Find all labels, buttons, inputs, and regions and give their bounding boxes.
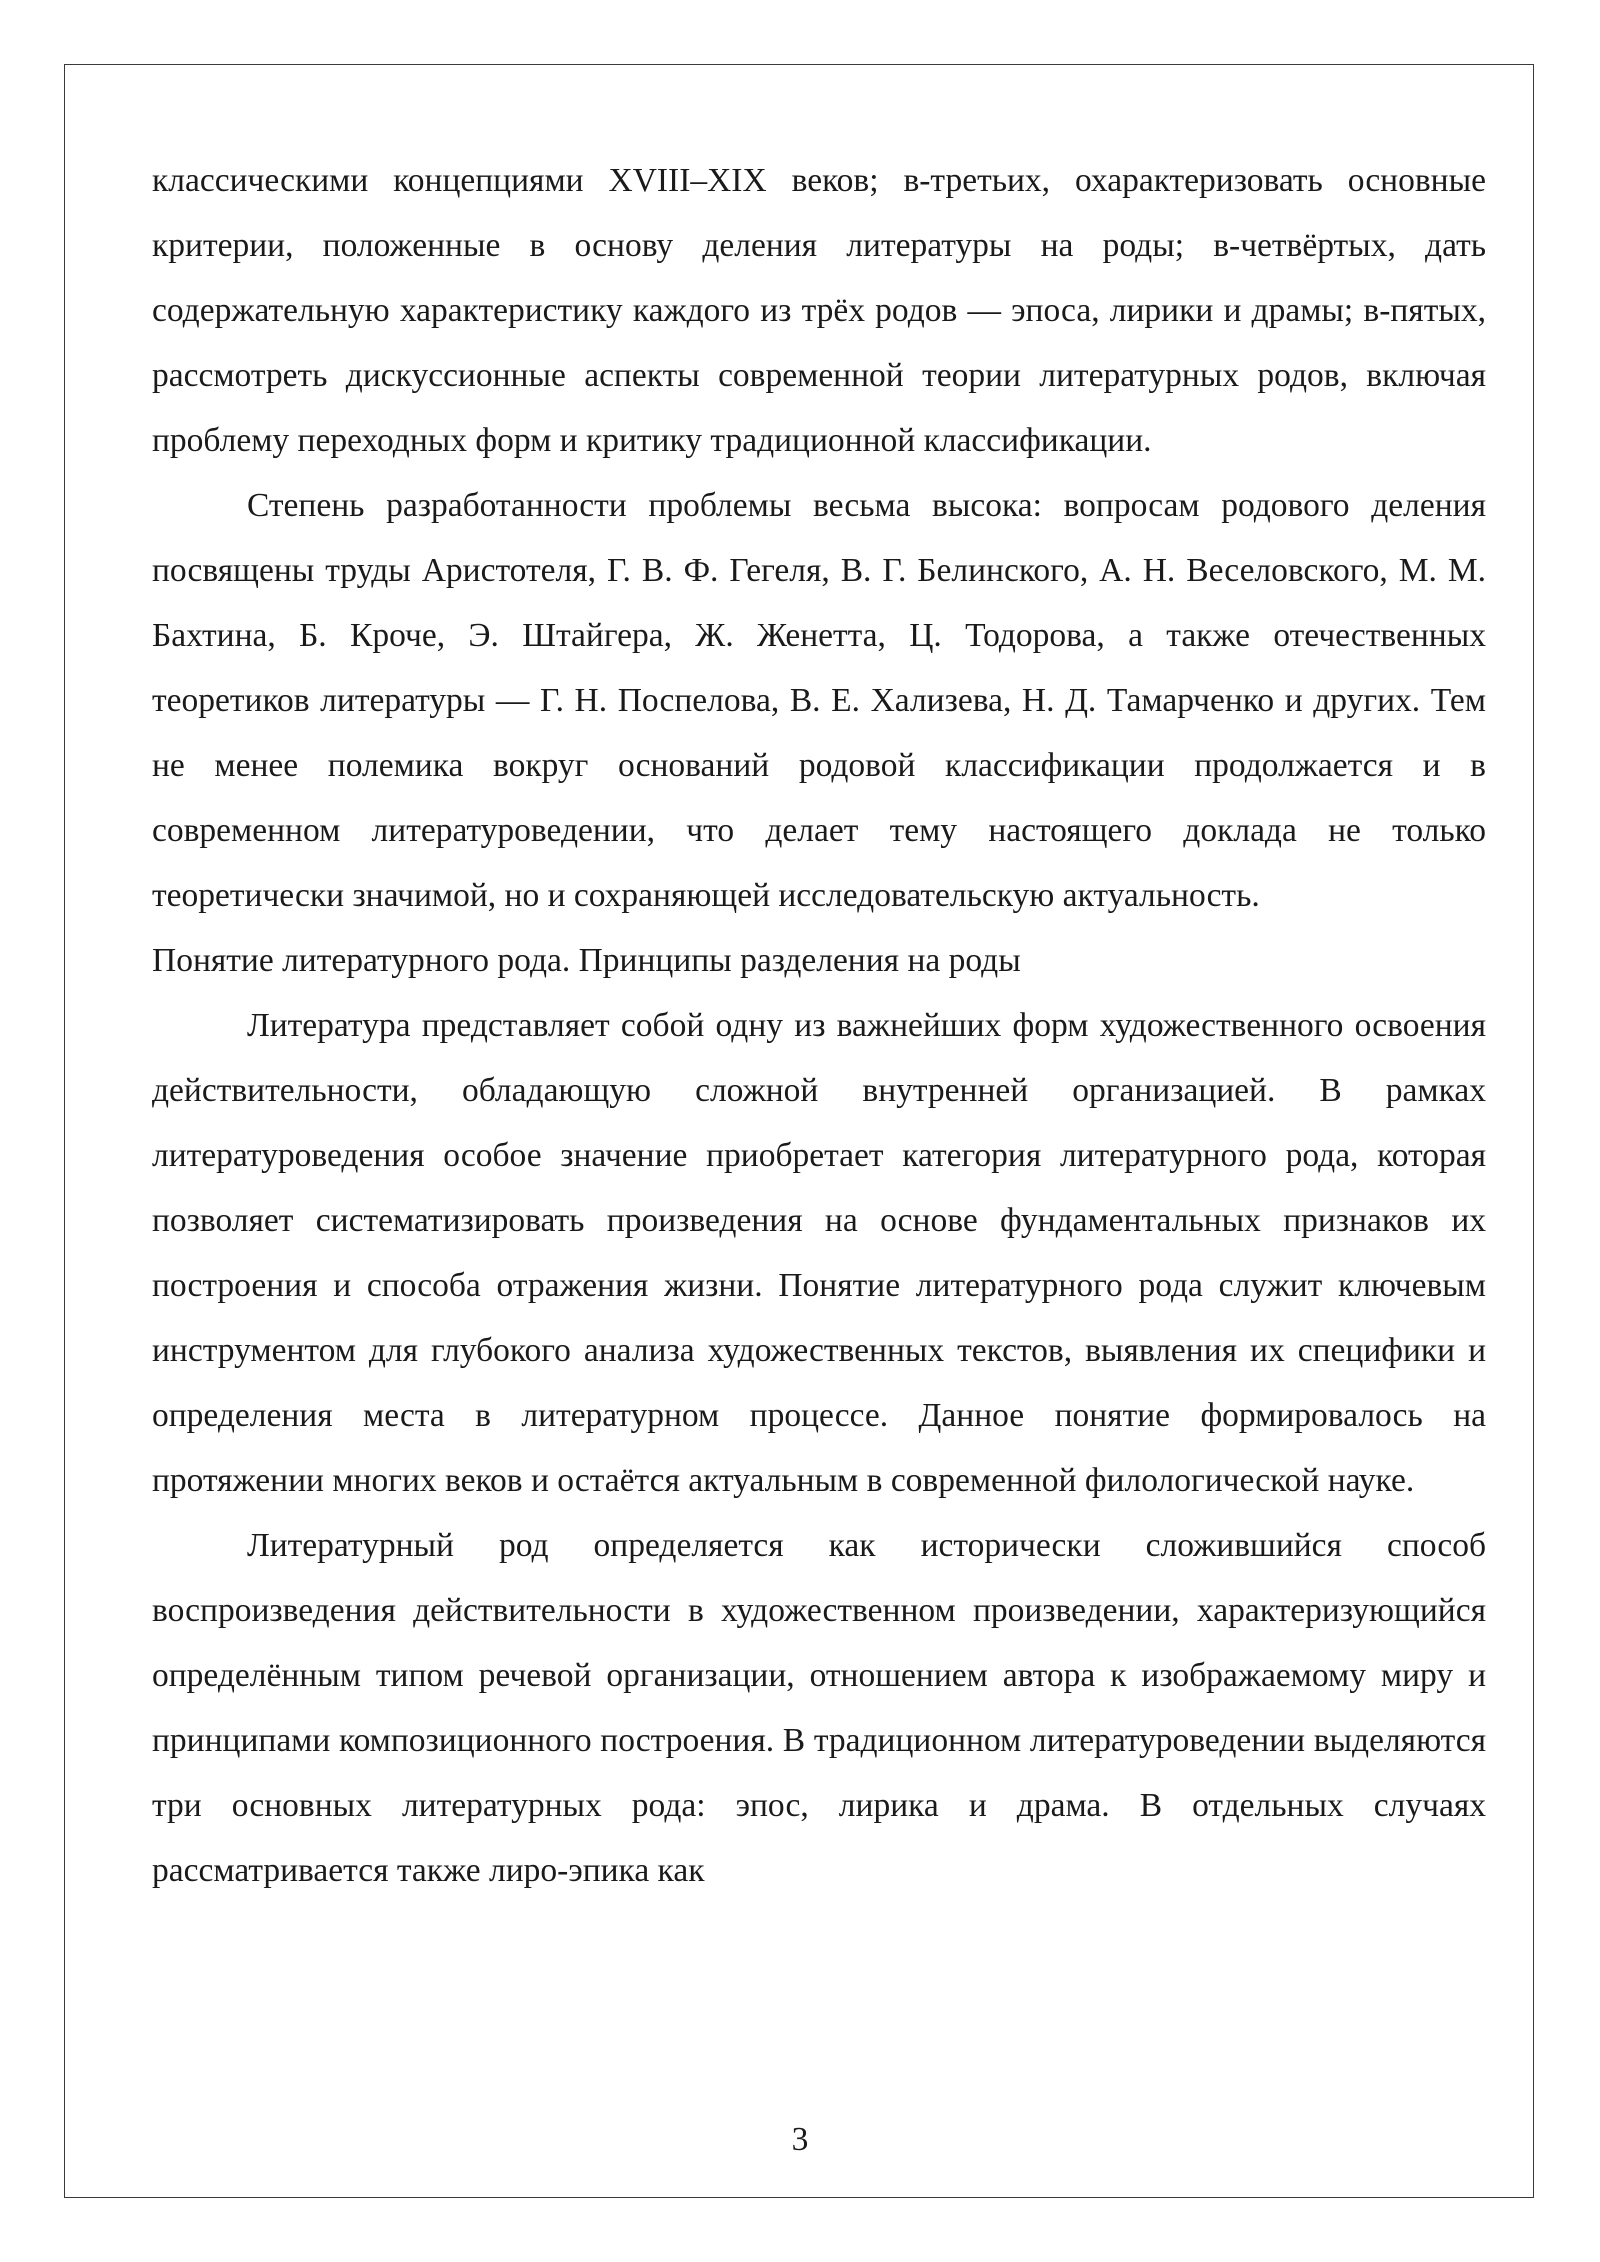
- paragraph-literature-intro: Литература представляет собой одну из важнейших форм художественного освоения действительности, обладающую сложной внутренней организацией. В рамках литературоведения особое значение приобретает категория литературного рода, которая позволяет систематизировать произведения на основе фундаментальных признаков их построения и способа отражения жизни. Понятие литературного рода служит ключевым инструментом для глубокого анализа художественных текстов, выявления их специфики и определения места в литературном процессе. Данное понятие формировалось на протяжении многих веков и остаётся актуальным в современной филологической науке.: [152, 1007, 1486, 1499]
- section-heading: Понятие литературного рода. Принципы разделения на роды: [152, 942, 1021, 979]
- paragraph-tasks-continuation: классическими концепциями XVIII–XIX веков; в-третьих, охарактеризовать основные критерии, положенные в основу деления литературы на роды; в-четвёртых, дать содержательную характеристику каждого из трёх родов — эпоса, лирики и драмы; в-пятых, рассмотреть дискуссионные аспекты современной теории литературных родов, включая проблему переходных форм и критику традиционной классификации.: [152, 162, 1486, 459]
- paragraph-literary-genre-definition: Литературный род определяется как исторически сложившийся способ воспроизведения действительности в художественном произведении, характеризующийся определённым типом речевой организации, отношением автора к изображаемому миру и принципами композиционного построения. В традиционном литературоведении выделяются три основных литературных рода: эпос, лирика и драма. В отдельных случаях рассматривается также лиро-эпика как: [152, 1527, 1486, 1889]
- page-number: 3: [791, 2121, 809, 2158]
- document-body: [152, 148, 1486, 1903]
- paragraph-research-degree: Степень разработанности проблемы весьма высока: вопросам родового деления посвящены труды Аристотеля, Г. В. Ф. Гегеля, В. Г. Белинского, А. Н. Веселовского, М. М. Бахтина, Б. Кроче, Э. Штайгера, Ж. Женетта, Ц. Тодорова, а также отечественных теоретиков литературы — Г. Н. Поспелова, В. Е. Хализева, Н. Д. Тамарченко и других. Тем не менее полемика вокруг оснований родовой классификации продолжается и в современном литературоведении, что делает тему настоящего доклада не только теоретически значимой, но и сохраняющей исследовательскую актуальность.: [152, 487, 1486, 914]
